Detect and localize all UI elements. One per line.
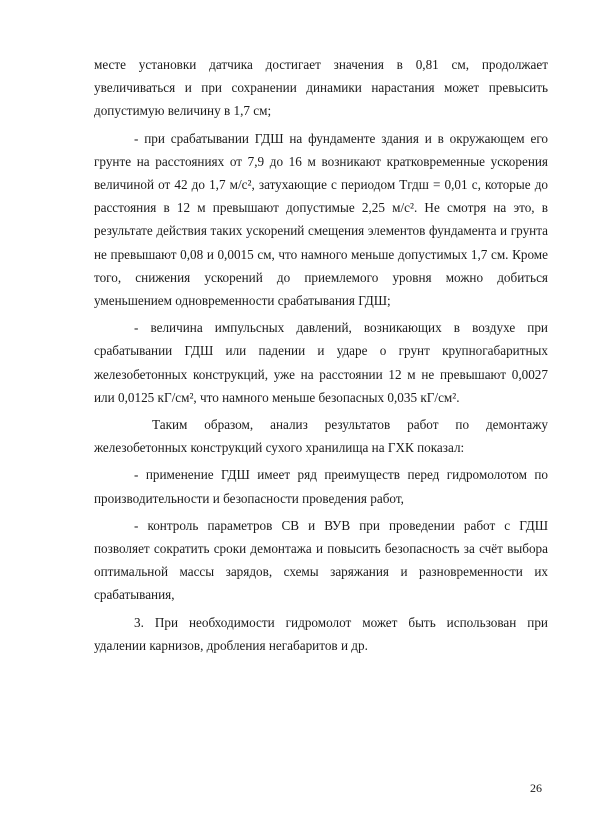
paragraph-conclusion-item-1: - применение ГДШ имеет ряд преимуществ перед гидромолотом по производительности и безопасности проведения работ, xyxy=(94,467,548,506)
paragraph-conclusion-item-2: - контроль параметров СВ и ВУВ при проведении работ с ГДШ позволяет сократить сроки демонтажа и повысить безопасность за счёт выбора оптимальной массы зарядов, схемы заряжания и разновременности их срабатывания, xyxy=(94,517,548,603)
paragraph-accelerations: - при срабатывании ГДШ на фундаменте здания и в окружающем его грунте на расстояниях от 7,9 до 16 м возникают кратковременные ускорения величиной от 42 до 1,7 м/с², затухающие с периодом Tгдш = 0,01 с, которые до расстояния в 12 м превышают допустимые 2,25 м/с². Не смотря на это, в результате действия таких ускорений смещения элементов фундамента и грунта не превышают 0,08 и 0,0015 см, что намного меньше допустимых 1,7 см. Кроме того, снижения ускорений до приемлемого уровня можно добиться уменьшением одновременности срабатывания ГДШ; xyxy=(94,130,548,309)
paragraph-conclusion-item-3: 3. При необходимости гидромолот может быть использован при удалении карнизов, дробления негабаритов и др. xyxy=(94,614,548,653)
page-number: 26 xyxy=(530,781,542,795)
body-text xyxy=(94,53,548,657)
paragraph-continuation: месте установки датчика достигает значения в 0,81 см, продолжает увеличиваться и при сохранении динамики нарастания может превысить допустимую величину в 1,7 см; xyxy=(94,57,548,119)
paragraph-pressures: - величина импульсных давлений, возникающих в воздухе при срабатывании ГДШ или падении и ударе о грунт крупногабаритных железобетонных конструкций, уже на расстоянии 12 м не превышают 0,0027 или 0,0125 кГ/см², что намного меньше безопасных 0,035 кГ/см². xyxy=(94,320,548,405)
paragraph-conclusion-intro: Таким образом, анализ результатов работ по демонтажу железобетонных конструкций сухого хранилища на ГХК показал: xyxy=(94,417,548,456)
